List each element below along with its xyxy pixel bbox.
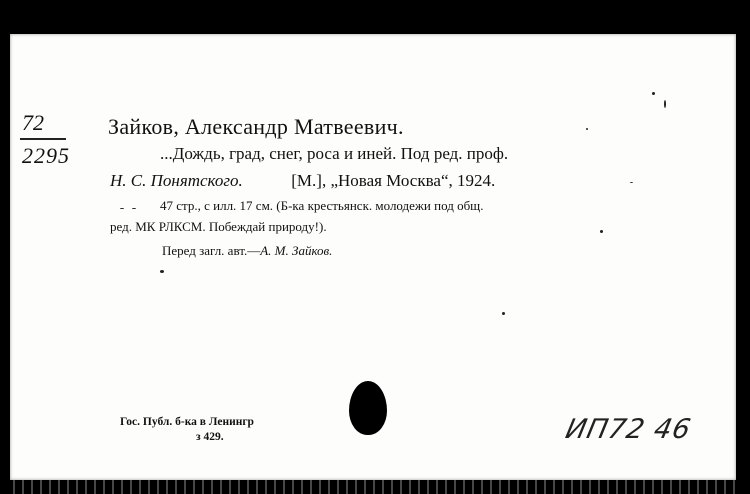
call-number-rule <box>20 138 66 140</box>
call-number-top: 72 <box>22 110 44 135</box>
punch-hole <box>349 381 387 435</box>
speck <box>664 100 666 108</box>
speck <box>132 208 136 209</box>
library-stamp-line1: Гос. Публ. б-ка в Ленингр <box>120 416 254 428</box>
call-number-bottom: 2295 <box>22 143 70 168</box>
physical-description: 47 стр., с илл. 17 см. (Б-ка крестьянск. молодежи под общ. <box>160 198 484 213</box>
library-stamp-line2: з 429. <box>196 431 224 443</box>
speck <box>160 270 164 273</box>
note-prefix: Перед загл. авт.— <box>162 243 261 258</box>
author-note <box>162 243 332 259</box>
speck <box>586 128 588 130</box>
speck <box>630 182 633 183</box>
publication-info: [М.], „Новая Москва“, 1924. <box>291 171 496 190</box>
series-note: ред. МК РЛКСМ. Побеждай природу!). <box>110 219 327 234</box>
speck <box>600 230 603 233</box>
note-author: А. М. Зайков. <box>260 243 333 258</box>
speck <box>120 208 124 209</box>
speck <box>652 92 655 95</box>
card-bottom-edge <box>10 480 736 494</box>
imprint-line <box>110 171 495 191</box>
speck <box>502 312 505 315</box>
title-line: ...Дождь, град, снег, роса и иней. Под ред. проф. <box>160 144 509 163</box>
inventory-number: ИП72 46 <box>562 414 695 445</box>
author-heading: Зайков, Александр Матвеевич. <box>108 114 404 139</box>
editor-name: Н. С. Понятского. <box>110 171 243 190</box>
